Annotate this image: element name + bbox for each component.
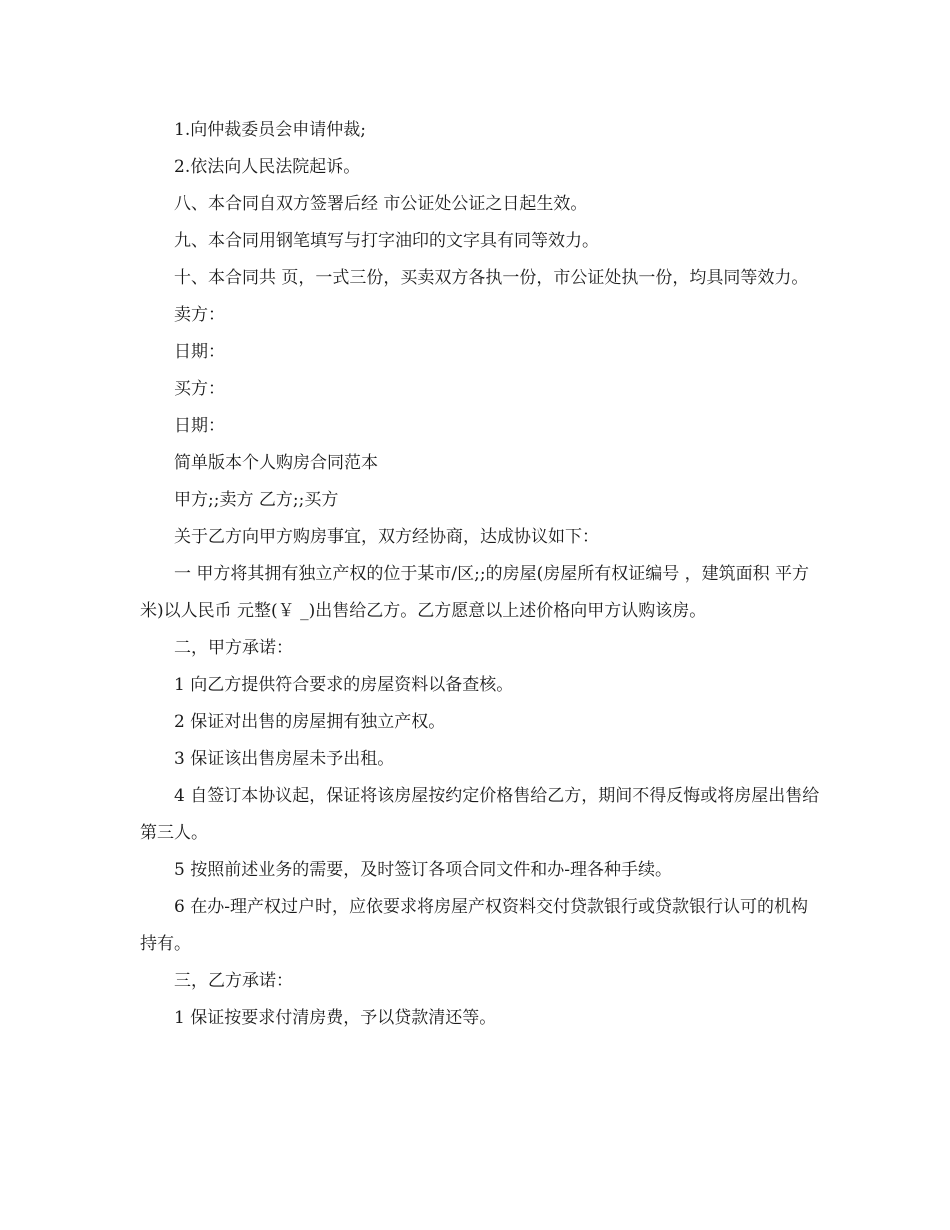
clause-eight: 八、本合同自双方签署后经 市公证处公证之日起生效。 [174,194,588,214]
seller-date-label: 日期： [174,342,225,362]
parties-line: 甲方;;卖方 乙方;;买方 [174,490,339,510]
agreement-intro: 关于乙方向甲方购房事宜，双方经协商，达成协议如下： [174,527,599,547]
clause-one: 一 甲方将其拥有独立产权的位于某市/区;;的房屋(房屋所有权证编号 ，建筑面积 平方米)以人民币 元整(￥ _)出售给乙方。乙方愿意以上述价格向甲方认购该房。 [140,564,810,621]
paragraph-lawsuit: 2.依法向人民法院起诉。 [174,157,361,177]
party-a-heading: 二，甲方承诺： [174,638,293,658]
seller-signature-label: 卖方： [174,305,225,325]
section-title: 简单版本个人购房合同范本 [174,453,378,473]
buyer-date-label: 日期： [174,416,225,436]
document-page [140,112,820,1037]
party-b-item-1: 1 保证按要求付清房费，予以贷款清还等。 [174,1008,497,1028]
clause-nine: 九、本合同用钢笔填写与打字油印的文字具有同等效力。 [174,231,599,251]
party-a-item-2: 2 保证对出售的房屋拥有独立产权。 [174,712,446,732]
party-a-item-1: 1 向乙方提供符合要求的房屋资料以备查核。 [174,675,514,695]
party-a-item-4: 4 自签订本协议起，保证将该房屋按约定价格售给乙方，期间不得反悔或将房屋出售给第三人。 [140,786,820,843]
party-b-heading: 三，乙方承诺： [174,971,293,991]
party-a-item-6: 6 在办-理产权过户时，应依要求将房屋产权资料交付贷款银行或贷款银行认可的机构持有。 [140,897,808,954]
party-a-item-5: 5 按照前述业务的需要，及时签订各项合同文件和办-理各种手续。 [174,860,672,880]
paragraph-arbitration: 1.向仲裁委员会申请仲裁; [174,120,366,140]
clause-ten: 十、本合同共 页，一式三份，买卖双方各执一份，市公证处执一份，均具同等效力。 [174,268,809,288]
party-a-item-3: 3 保证该出售房屋未予出租。 [174,749,395,769]
buyer-signature-label: 买方： [174,379,225,399]
